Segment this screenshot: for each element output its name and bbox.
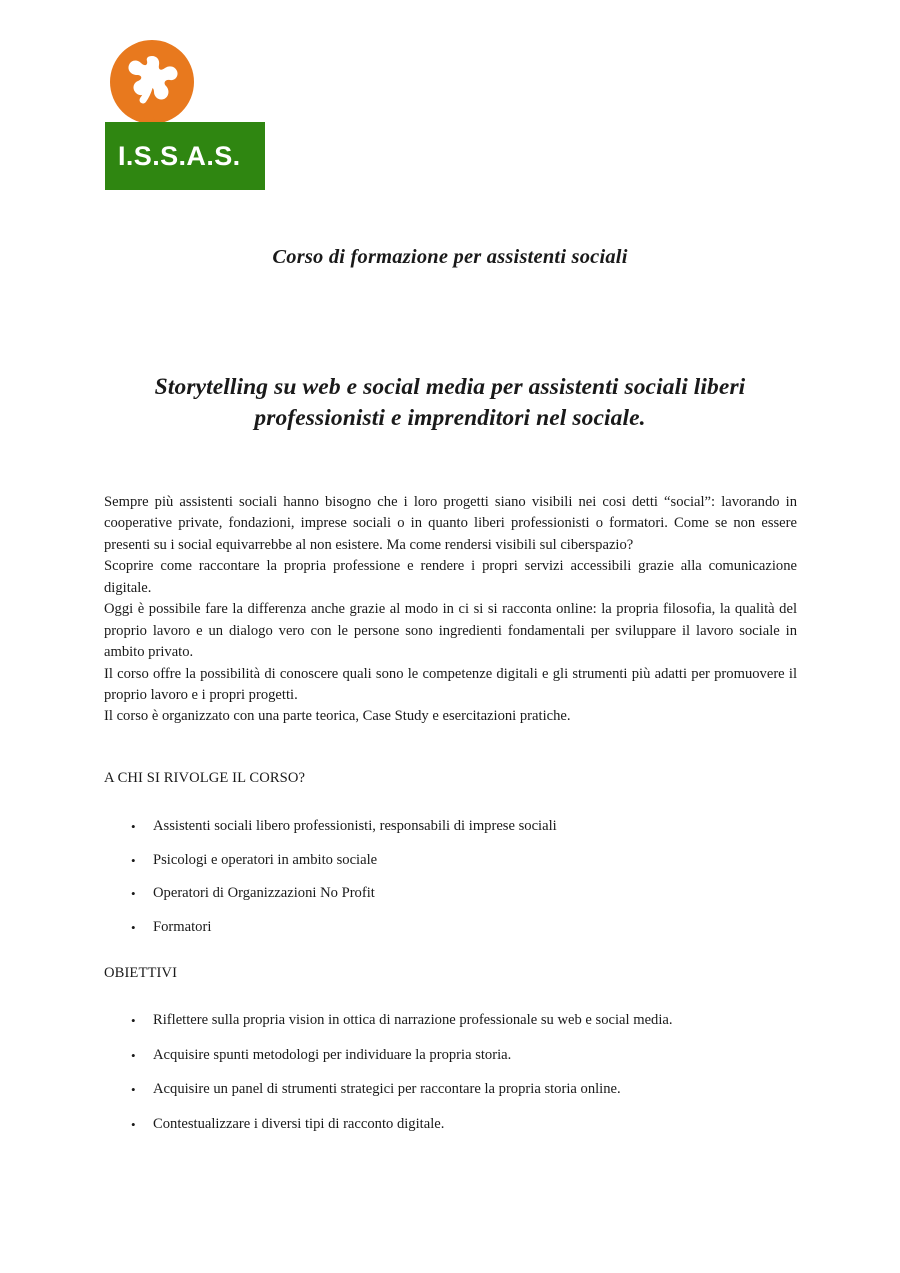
- issas-logo: [105, 40, 280, 192]
- list-item: • Contestualizzare i diversi tipi di racconto digitale.: [104, 1116, 804, 1134]
- body-paragraph: Scoprire come raccontare la propria professione e rendere i propri servizi accessibili grazie alla comunicazione digitale.: [104, 558, 797, 596]
- goals-list: [104, 1012, 804, 1133]
- list-item: • Riflettere sulla propria vision in ottica di narrazione professionale su web e social media.: [104, 1012, 804, 1030]
- body-text: [104, 492, 797, 728]
- audience-list: [104, 818, 804, 936]
- list-item: • Operatori di Organizzazioni No Profit: [104, 885, 804, 903]
- list-item: • Psicologi e operatori in ambito sociale: [104, 852, 804, 870]
- body-paragraph: Sempre più assistenti sociali hanno bisogno che i loro progetti siano visibili nei cosi detti “social”: lavorando in cooperative private, fondazioni, imprese sociali o in quanto liberi professionisti o formatori. Come se non essere presenti su i social equivarrebbe al non esistere. Ma come rendersi visibili sul ciberspazio?: [104, 494, 797, 553]
- course-title: Corso di formazione per assistenti sociali: [272, 246, 628, 268]
- audience-section-heading: A CHI SI RIVOLGE IL CORSO?: [104, 770, 306, 786]
- list-item: • Acquisire un panel di strumenti strategici per raccontare la propria storia online.: [104, 1081, 804, 1099]
- tree-hand-circle-icon: [109, 40, 195, 132]
- body-paragraph: Il corso offre la possibilità di conoscere quali sono le competenze digitali e gli strumenti più adatti per promuovere il proprio lavoro e i propri progetti.: [104, 665, 797, 703]
- page-title: Storytelling su web e social media per assistenti sociali liberi professionisti e imprenditori nel sociale.: [154, 374, 746, 432]
- list-item: • Acquisire spunti metodologi per individuare la propria storia.: [104, 1047, 804, 1065]
- issas-name-label: I.S.S.A.S.: [118, 140, 241, 171]
- body-paragraph: Il corso è organizzato con una parte teorica, Case Study e esercitazioni pratiche.: [104, 708, 571, 725]
- list-item: • Assistenti sociali libero professionisti, responsabili di imprese sociali: [104, 818, 804, 836]
- issas-name-box: [105, 122, 265, 190]
- goals-section-heading: OBIETTIVI: [104, 965, 178, 981]
- list-item: • Formatori: [104, 919, 804, 937]
- body-paragraph: Oggi è possibile fare la differenza anche grazie al modo in ci si si racconta online: la propria filosofia, la qualità del proprio lavoro e un dialogo vero con le persone sono ingredienti fondamentali per sviluppare il lavoro sociale in ambito privato.: [104, 601, 797, 661]
